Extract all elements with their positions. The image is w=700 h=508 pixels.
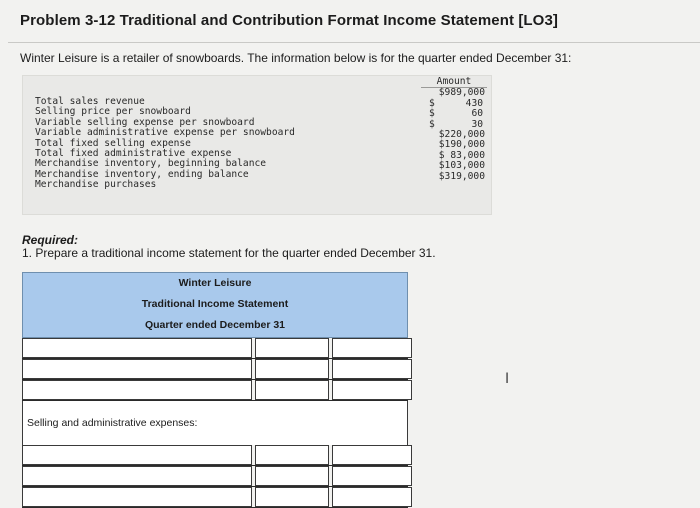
problem-intro: Winter Leisure is a retailer of snowboards. The information below is for the quarter ended December 31: xyxy=(20,51,572,65)
line-item-input[interactable] xyxy=(22,487,252,507)
currency-symbol: $ xyxy=(429,108,435,120)
data-value-row xyxy=(421,109,487,119)
amount-input[interactable] xyxy=(255,338,329,358)
amount-input[interactable] xyxy=(255,487,329,507)
amount-input[interactable] xyxy=(255,445,329,465)
data-label: Selling price per snowboard xyxy=(35,106,191,118)
data-label: Merchandise inventory, ending balance xyxy=(35,168,249,180)
required-heading: Required: xyxy=(22,233,79,247)
title-divider xyxy=(8,42,700,43)
data-label: Total sales revenue xyxy=(35,96,145,107)
statement-row xyxy=(22,380,408,401)
text-cursor-icon: I xyxy=(505,371,510,387)
data-value: $220,000 xyxy=(438,128,485,140)
total-input[interactable] xyxy=(332,466,412,486)
problem-title: Problem 3-12 Traditional and Contribution Format Income Statement [LO3] xyxy=(20,12,558,29)
data-value: $ 83,000 xyxy=(438,149,485,161)
data-amounts xyxy=(421,77,487,182)
line-item-input[interactable] xyxy=(22,338,252,358)
line-item-input[interactable] xyxy=(22,445,252,465)
amount-input[interactable] xyxy=(255,359,329,379)
statement-section-row xyxy=(22,401,408,445)
total-input[interactable] xyxy=(332,487,412,507)
data-value: $989,000 xyxy=(438,87,485,99)
statement-name: Traditional Income Statement xyxy=(141,298,289,310)
statement-period: Quarter ended December 31 xyxy=(144,319,286,331)
total-input[interactable] xyxy=(332,380,412,400)
statement-row xyxy=(22,487,408,508)
given-data-table xyxy=(22,75,492,215)
total-input[interactable] xyxy=(332,338,412,358)
amount-header: Amount xyxy=(421,77,487,88)
data-label: Total fixed administrative expense xyxy=(35,147,232,159)
data-value: $103,000 xyxy=(438,160,485,172)
currency-symbol: $ xyxy=(429,118,435,130)
total-input[interactable] xyxy=(332,359,412,379)
line-item-input[interactable] xyxy=(22,380,252,400)
data-label: Total fixed selling expense xyxy=(35,137,191,149)
total-input[interactable] xyxy=(332,445,412,465)
data-value: 430 xyxy=(465,97,483,109)
currency-symbol: $ xyxy=(429,97,435,109)
statement-row xyxy=(22,466,408,487)
data-labels xyxy=(35,97,295,191)
statement-row xyxy=(22,445,408,466)
statement-header xyxy=(22,272,408,338)
line-item-input[interactable] xyxy=(22,466,252,486)
data-value: $319,000 xyxy=(438,170,485,182)
data-label: Variable selling expense per snowboard xyxy=(35,116,255,128)
income-statement-form xyxy=(22,272,408,508)
section-label: Selling and administrative expenses: xyxy=(27,417,198,429)
required-step-1: 1. Prepare a traditional income statement for the quarter ended December 31. xyxy=(22,246,436,260)
data-label: Merchandise purchases xyxy=(35,179,157,191)
data-label: Merchandise inventory, beginning balance xyxy=(35,158,267,170)
data-value: $190,000 xyxy=(438,139,485,151)
statement-company: Winter Leisure xyxy=(178,277,252,289)
amount-input[interactable] xyxy=(255,466,329,486)
statement-row xyxy=(22,359,408,380)
statement-row xyxy=(22,338,408,359)
data-value: 30 xyxy=(471,118,483,130)
line-item-input[interactable] xyxy=(22,359,252,379)
data-label: Variable administrative expense per snowboard xyxy=(35,127,295,139)
data-value: 60 xyxy=(471,108,483,120)
amount-input[interactable] xyxy=(255,380,329,400)
